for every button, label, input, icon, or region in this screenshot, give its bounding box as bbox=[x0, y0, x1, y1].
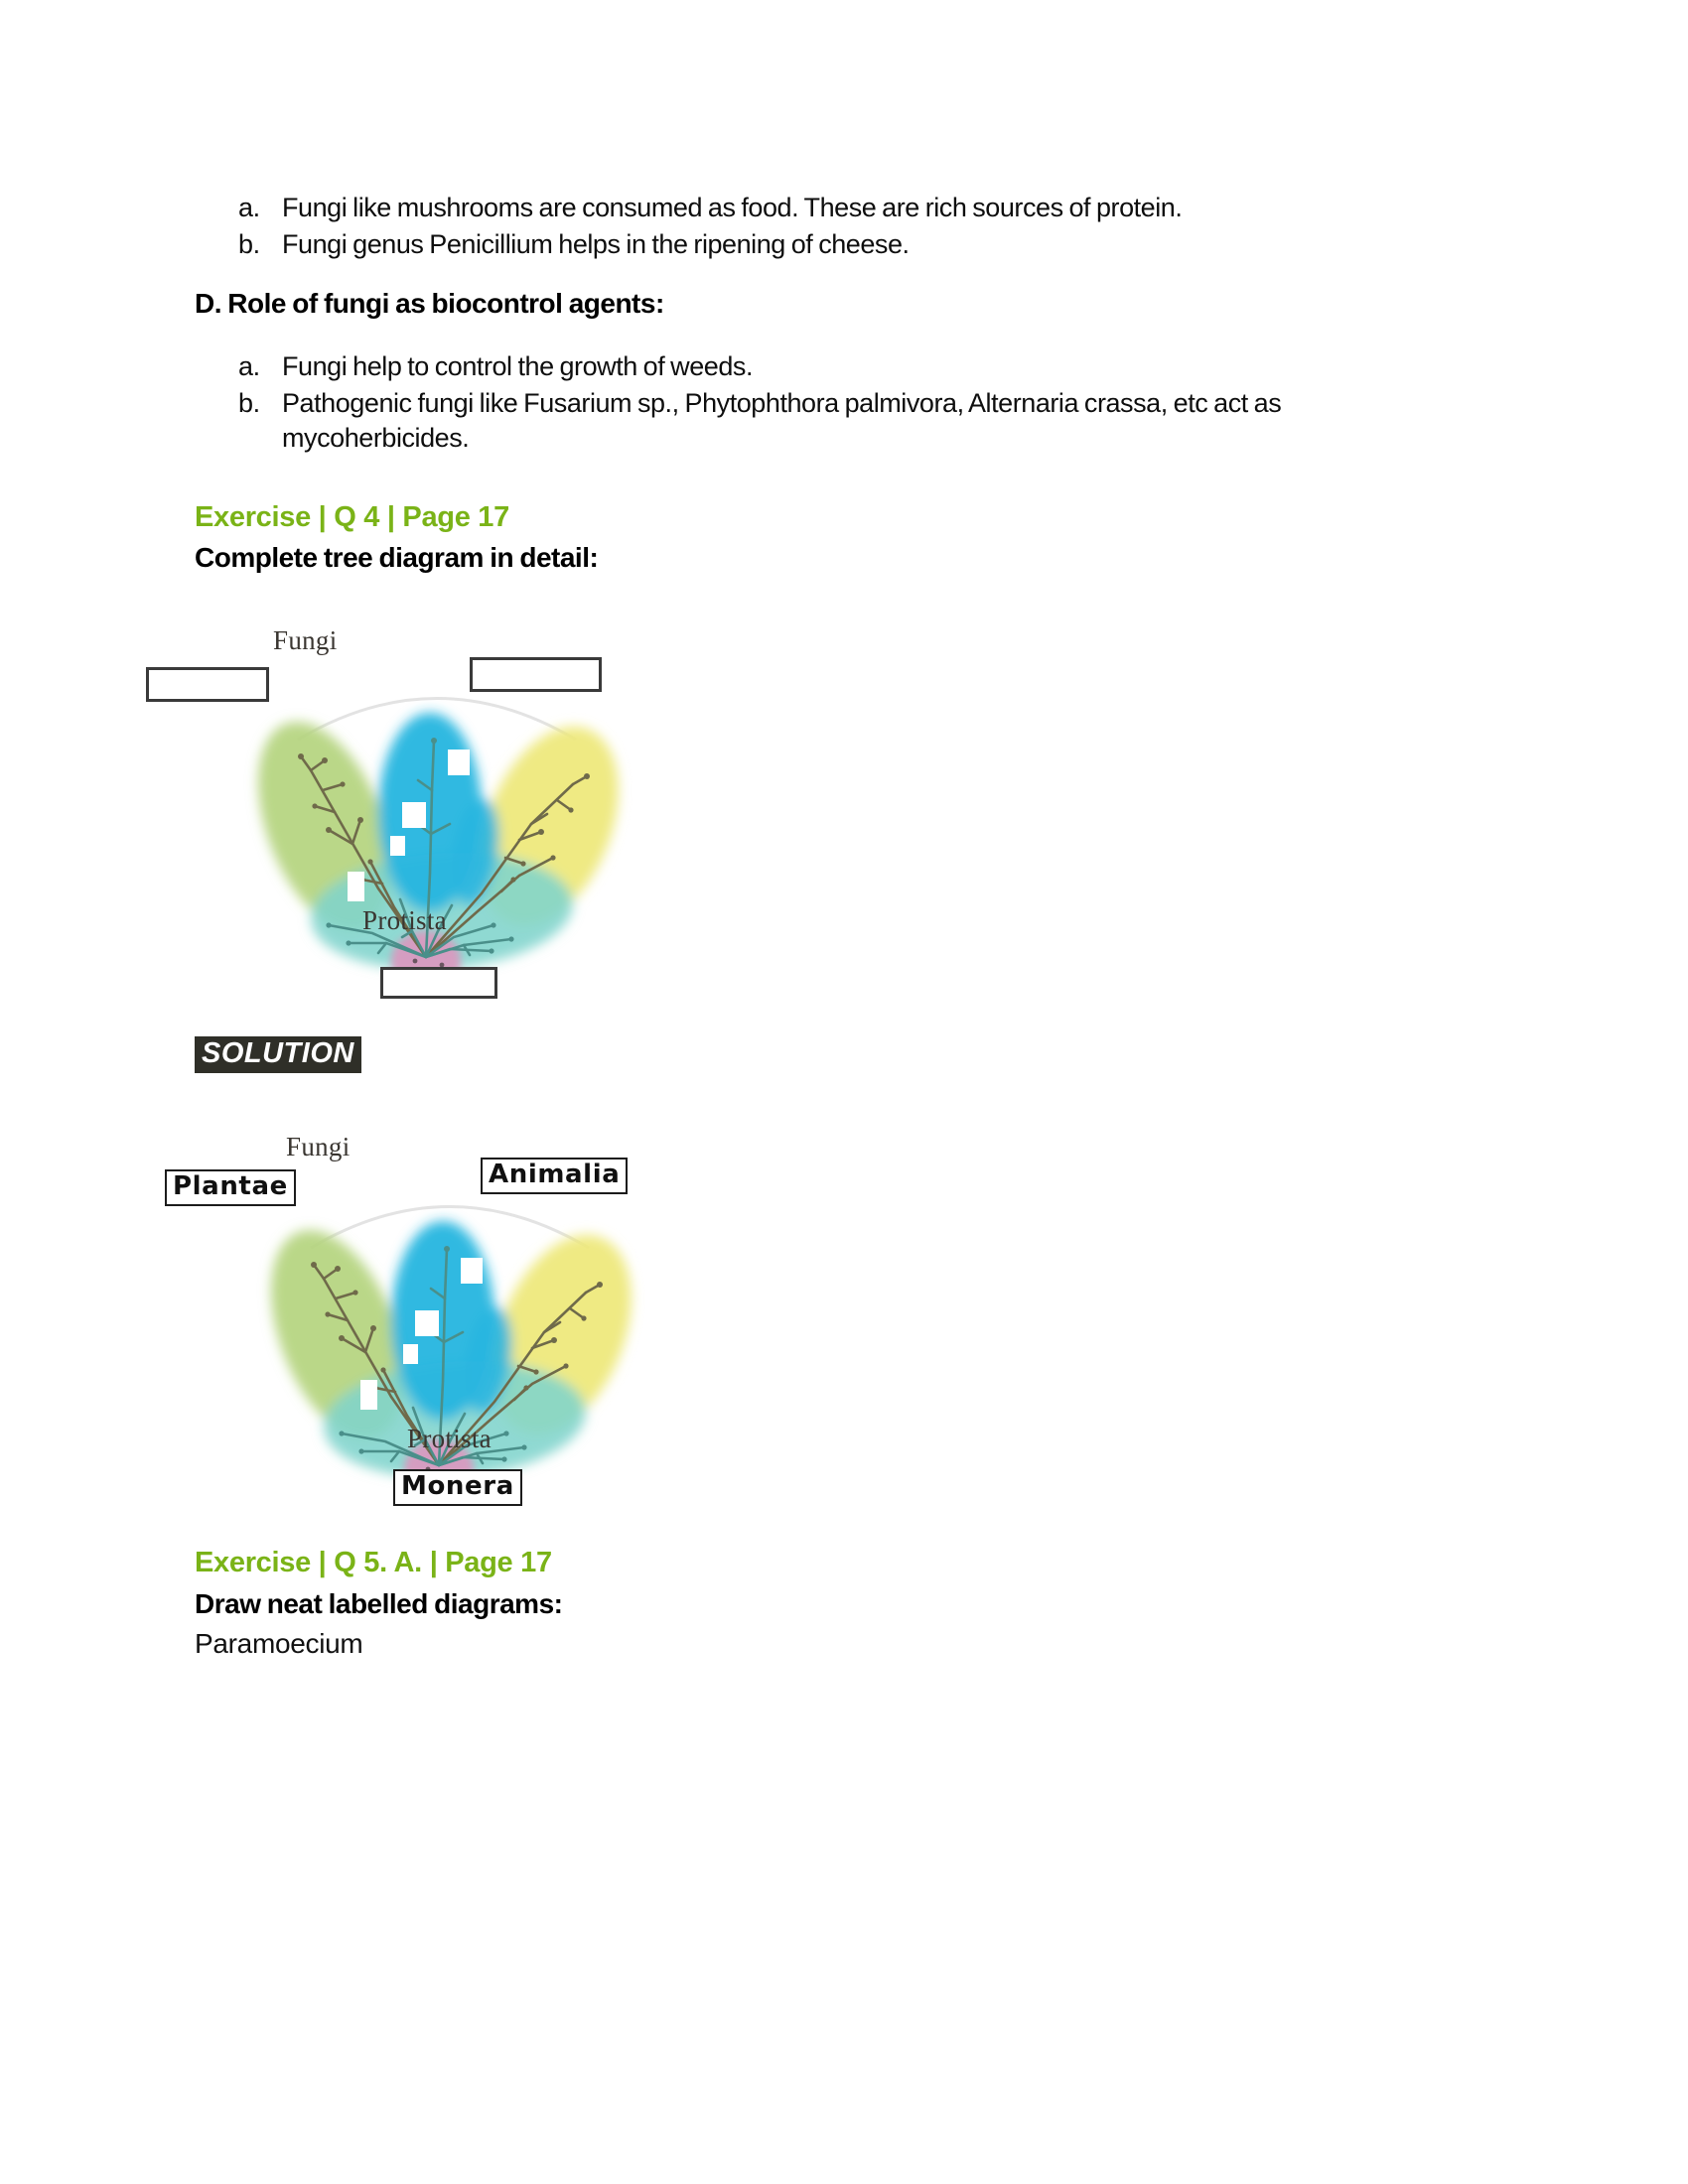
answer-box-monera[interactable]: Monera bbox=[393, 1469, 522, 1506]
q4-question-heading: Complete tree diagram in detail: bbox=[195, 542, 599, 573]
solution-tag: SOLUTION bbox=[195, 1036, 361, 1073]
scan-patch bbox=[348, 872, 364, 901]
tree-diagram-blank bbox=[204, 625, 670, 1003]
tree-diagram-solved-svg bbox=[216, 1154, 683, 1511]
list-text: Pathogenic fungi like Fusarium sp., Phytophthora palmivora, Alternaria crassa, etc act as mycoherbicides. bbox=[282, 388, 1282, 454]
tree-label-fungi: Fungi bbox=[286, 1132, 351, 1161]
tree-label-protista: Protista bbox=[407, 1424, 492, 1453]
scan-patch bbox=[415, 1310, 439, 1336]
answer-box-plantae[interactable]: Plantae bbox=[165, 1169, 296, 1206]
list-marker: b. bbox=[238, 388, 260, 419]
blank-box-animalia[interactable] bbox=[470, 657, 602, 692]
scan-patch bbox=[448, 750, 470, 775]
q5-answer-text: Paramoecium bbox=[195, 1628, 363, 1659]
scan-patch bbox=[403, 1344, 418, 1364]
list-item bbox=[238, 349, 1489, 384]
scan-patch bbox=[360, 1380, 377, 1410]
tree-label-protista: Protista bbox=[362, 905, 447, 935]
list-text: Fungi help to control the growth of weeds. bbox=[282, 351, 753, 381]
q5-question-heading: Draw neat labelled diagrams: bbox=[195, 1588, 563, 1619]
list-item bbox=[238, 191, 1489, 225]
scan-patch bbox=[390, 836, 405, 856]
list-item bbox=[238, 227, 1489, 262]
blank-box-plantae[interactable] bbox=[146, 667, 269, 702]
section-d-heading: D. Role of fungi as biocontrol agents: bbox=[195, 288, 664, 319]
scan-patch bbox=[402, 802, 426, 828]
top-list bbox=[238, 191, 1489, 264]
q5-exercise-heading: Exercise | Q 5. A. | Page 17 bbox=[195, 1547, 552, 1578]
list-item bbox=[238, 386, 1410, 456]
tree-label-fungi: Fungi bbox=[273, 625, 338, 655]
list-marker: a. bbox=[238, 351, 260, 381]
answer-box-animalia[interactable]: Animalia bbox=[481, 1158, 628, 1194]
list-text: Fungi genus Penicillium helps in the ripening of cheese. bbox=[282, 229, 910, 260]
list-text: Fungi like mushrooms are consumed as food. These are rich sources of protein. bbox=[282, 193, 1183, 222]
q4-exercise-heading: Exercise | Q 4 | Page 17 bbox=[195, 501, 509, 533]
tree-diagram-solved bbox=[173, 1132, 683, 1511]
section-d-list bbox=[238, 349, 1489, 458]
tree-diagram-blank-svg bbox=[204, 645, 670, 1003]
scan-patch bbox=[461, 1258, 483, 1284]
list-marker: b. bbox=[238, 229, 260, 260]
list-marker: a. bbox=[238, 193, 260, 222]
blank-box-monera[interactable] bbox=[380, 967, 497, 999]
